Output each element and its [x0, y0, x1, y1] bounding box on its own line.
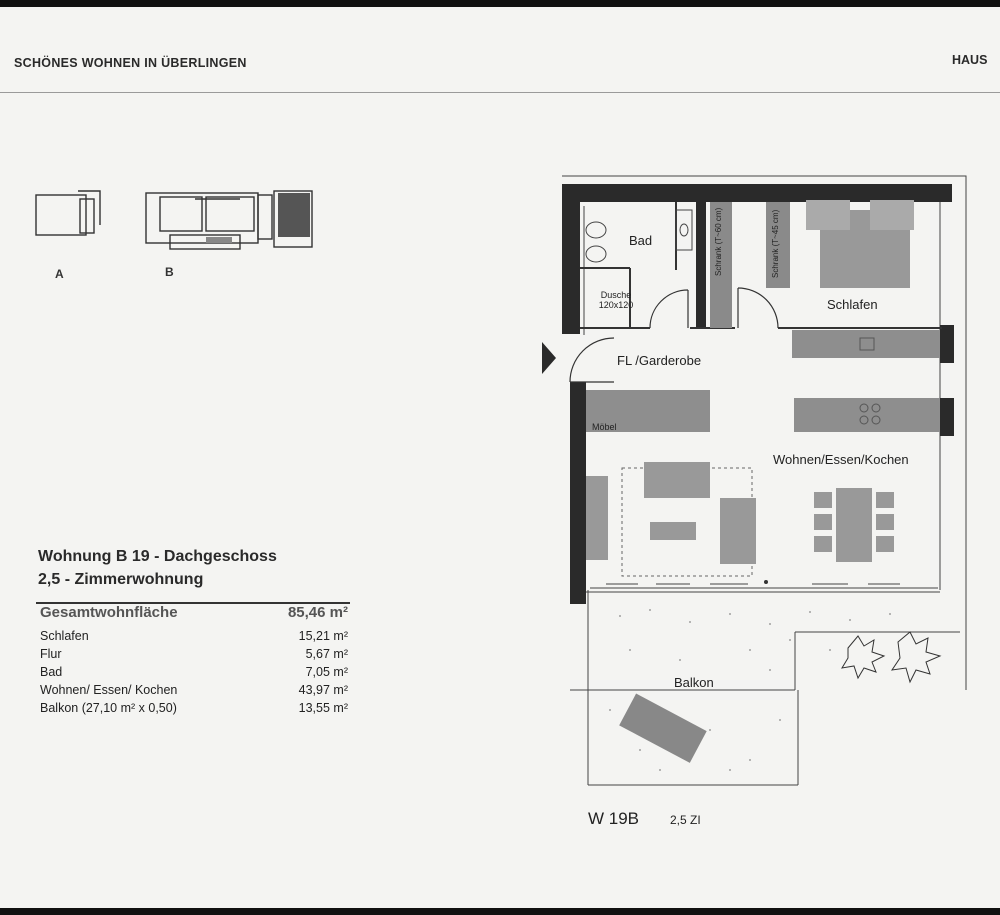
shower-label-line1: Dusche: [600, 290, 632, 300]
key-plan-label-a: A: [55, 267, 64, 281]
area-value: 7,05 m²: [305, 665, 348, 679]
project-title: SCHÖNES WOHNEN IN ÜBERLINGEN: [14, 56, 247, 70]
unit-code: W 19B: [588, 809, 640, 828]
unit-rooms: 2,5 ZI: [670, 813, 701, 827]
room-label-bad: Bad: [629, 233, 653, 248]
room-label-flur: FL /Garderobe: [617, 353, 702, 368]
area-room-label: Wohnen/ Essen/ Kochen: [40, 683, 178, 697]
floor-plan-drawing: [530, 170, 970, 790]
area-value: 5,67 m²: [305, 647, 348, 661]
key-plan: [30, 185, 320, 255]
room-label-schlafen: Schlafen: [827, 297, 878, 312]
area-room-label: Gesamtwohnfläche: [40, 604, 178, 621]
scan-bottom-edge: [0, 908, 1000, 915]
area-room-label: Flur: [40, 647, 62, 661]
area-value: 15,21 m²: [298, 629, 348, 643]
area-row-wohnen: [40, 683, 348, 697]
wardrobe-label-1: Schrank (T~60 cm): [714, 207, 723, 276]
area-room-label: Balkon (27,10 m² x 0,50): [40, 701, 177, 715]
furniture-label: Möbel: [592, 422, 617, 432]
area-room-label: Bad: [40, 665, 63, 679]
area-row-bad: [40, 665, 348, 679]
header-divider: [0, 92, 1000, 93]
apartment-subtitle: 2,5 - Zimmerwohnung: [38, 571, 204, 588]
shower-label: [594, 290, 638, 310]
area-room-label: Schlafen: [40, 629, 89, 643]
floor-plan: [530, 170, 970, 790]
area-row-flur: [40, 647, 348, 661]
apartment-title: Wohnung B 19 - Dachgeschoss: [38, 548, 277, 565]
area-row-total: [40, 604, 348, 621]
room-label-wohnen: Wohnen/Essen/Kochen: [773, 452, 909, 467]
area-row-schlafen: [40, 629, 348, 643]
key-plan-label-b: B: [165, 265, 174, 279]
house-label: HAUS: [952, 53, 988, 67]
room-label-balkon: Balkon: [674, 675, 714, 690]
area-value: 85,46 m²: [287, 604, 348, 621]
wardrobe-label-2: Schrank (T~45 cm): [771, 209, 780, 278]
area-value: 43,97 m²: [298, 683, 348, 697]
area-value: 13,55 m²: [298, 701, 348, 715]
shower-label-line2: 120x120: [598, 300, 634, 310]
area-row-balkon: [40, 701, 348, 715]
scan-top-edge: [0, 0, 1000, 7]
